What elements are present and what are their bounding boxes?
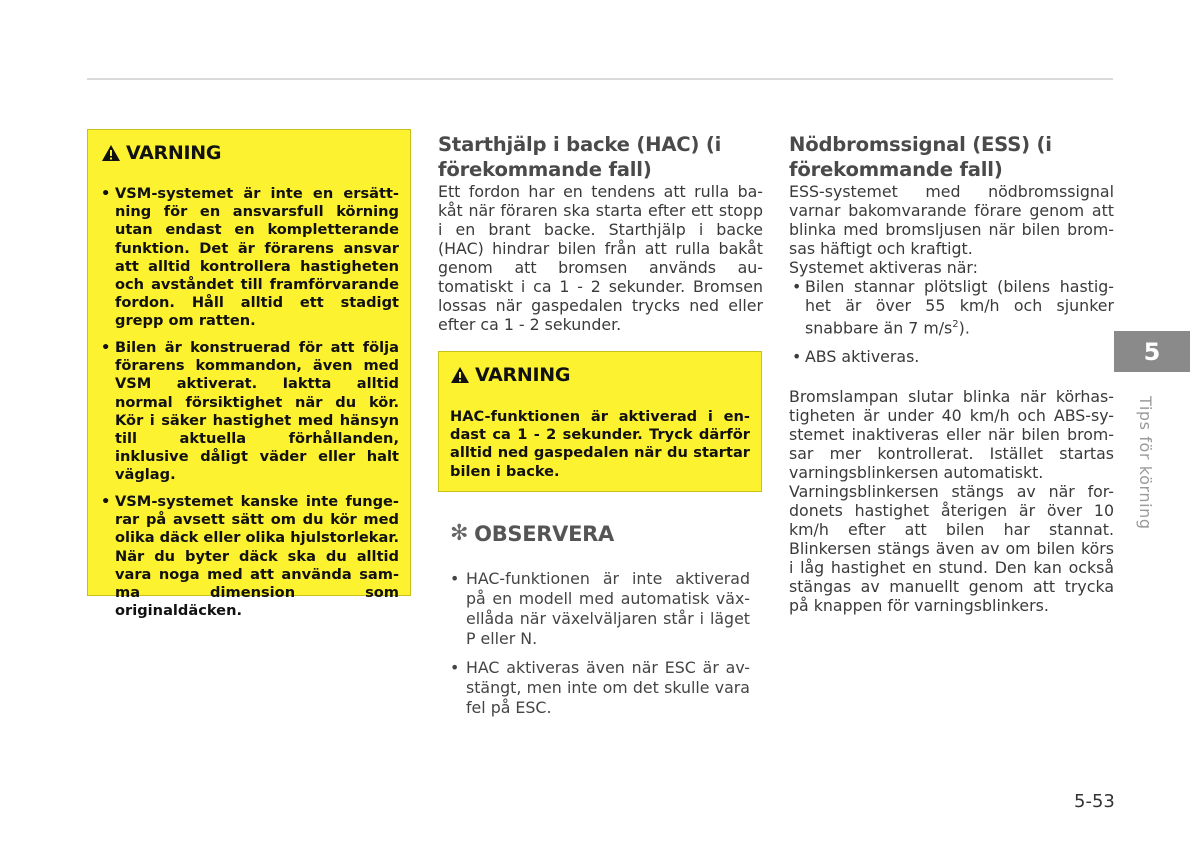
hac-body: Ett fordon har en tendens att rulla ba-kåt när föraren ska starta efter ett stopp i en brant backe. Starthjälp i backe (HAC) hindrar bilen från att rulla bakåt genom att bromsen används au-tomatiskt i ca 1 - 2 sekunder. Bromsen lossas när gaspedalen trycks ned eller efter ca 1 - 2 sekunder. bbox=[438, 182, 763, 334]
ess-intro: ESS-systemet med nödbromssignal varnar bakomvarande förare genom att blinka med bromsljusen när bilen brom-sas häftigt och kraftigt. bbox=[789, 182, 1114, 258]
warning-box-vsm bbox=[87, 129, 411, 620]
heading-line: förekommande fall) bbox=[438, 158, 652, 181]
list-item: • HAC-funktionen är inte aktiverad på en modell med automatisk väx-ellåda när växelväljaren står i läget P eller N. bbox=[450, 569, 750, 649]
ess-paragraph: Bromslampan slutar blinka när körhas-tigheten är under 40 km/h och ABS-sy-stemet inaktiveras eller när bilen brom-sar mer kontrollerat. Istället startas varningsblinkersen automatiskt. bbox=[789, 387, 1114, 483]
ess-paragraph: Varningsblinkersen stängs av när for-donets hastighet återigen är över 10 km/h efter att bilen har stannat. Blinkersen stängs även av om bilen körs i låg hastighet en stund. Den kan också stängas av manuellt genom att trycka på knappen för varningsblinkers. bbox=[789, 482, 1114, 616]
page-number: 5-53 bbox=[1074, 791, 1115, 812]
observera-list bbox=[450, 569, 750, 718]
warning-item: • VSM-systemet kanske inte funge-rar på avsett sätt om du kör med olika däck eller olika hjulstorlekar. När du byter däck ska du alltid vara noga med att använda sam-ma dimension som originaldäcken. bbox=[101, 493, 399, 620]
list-item: • HAC aktiveras även när ESC är av-stängt, men inte om det skulle vara fel på ESC. bbox=[450, 658, 750, 718]
warning-item: • VSM-systemet är inte en ersätt-ning för en ansvarsfull körning utan endast en kompletterande funktion. Det är förarens ansvar att alltid kontrollera hastigheten och avståndet till framförvarande fordon. Håll alltid ett stadigt grepp om ratten. bbox=[101, 185, 399, 331]
warning-triangle-icon bbox=[450, 366, 470, 384]
heading-line: förekommande fall) bbox=[789, 158, 1003, 181]
asterisk-icon: ✻ bbox=[450, 521, 469, 546]
warning-text: HAC-funktionen är aktiverad i en-dast ca 1 - 2 sekunder. Tryck därför alltid ned gaspedalen när du startar bilen i backe. bbox=[450, 408, 750, 480]
list-item bbox=[789, 277, 1114, 337]
warning-box-hac bbox=[438, 351, 762, 492]
top-rule bbox=[87, 78, 1113, 80]
column-ess bbox=[789, 132, 1114, 615]
heading-line: Nödbromssignal (ESS) (i bbox=[789, 133, 1052, 156]
ess-activation-lead: Systemet aktiveras när: bbox=[789, 258, 978, 277]
observera-note bbox=[450, 521, 750, 727]
list-item: • ABS aktiveras. bbox=[789, 347, 1114, 366]
list-item-end: ). bbox=[958, 318, 970, 338]
chapter-number-tab: 5 bbox=[1114, 331, 1190, 372]
warning-title-text: VARNING bbox=[126, 142, 222, 164]
ess-activation-list bbox=[789, 277, 1114, 366]
section-heading-ess bbox=[789, 132, 1114, 182]
warning-triangle-icon bbox=[101, 144, 121, 162]
superscript: 2 bbox=[952, 319, 959, 330]
chapter-title: Tips för körning bbox=[1136, 396, 1155, 530]
warning-item: • Bilen är konstruerad för att följa förarens kommandon, även med VSM aktiverat. Iaktta alltid normal försiktighet när du kör. Kör i säker hastighet med hänsyn till aktuella förhållanden, inklusive dåligt väder eller halt väglag. bbox=[101, 339, 399, 485]
heading-line: Starthjälp i backe (HAC) (i bbox=[438, 133, 722, 156]
observera-title-text: OBSERVERA bbox=[474, 521, 614, 546]
warning-title-text: VARNING bbox=[475, 364, 571, 386]
warning-list bbox=[101, 185, 399, 620]
list-item-text: Bilen stannar plötsligt (bilens hastig-het är över 55 km/h och sjunker snabbare än 7 m/s bbox=[805, 277, 1114, 338]
column-hac bbox=[438, 132, 763, 334]
warning-title bbox=[450, 364, 750, 386]
section-heading-hac bbox=[438, 132, 763, 182]
observera-title bbox=[450, 521, 750, 546]
warning-title bbox=[101, 142, 399, 164]
